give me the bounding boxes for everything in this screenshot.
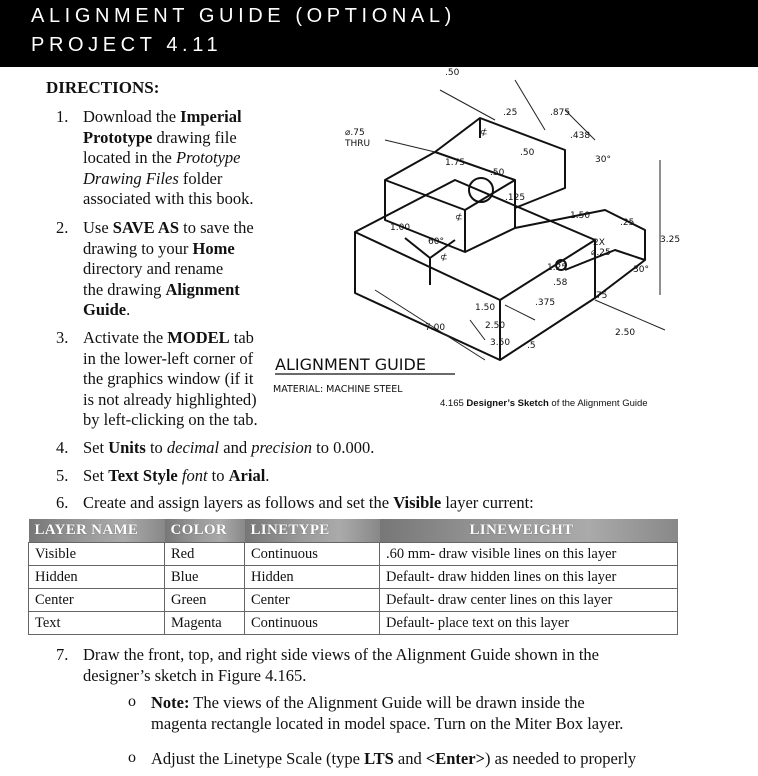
dim-label: .875 bbox=[550, 108, 571, 118]
dim-label: 1.50 bbox=[570, 211, 591, 221]
table-cell: Center bbox=[245, 589, 380, 612]
step-1-text: Download the Imperial Prototype drawing file located in the Prototype Drawing Files folder associated with this book. bbox=[83, 107, 254, 208]
dim-label: .58 bbox=[553, 278, 568, 288]
sub-bullet-linetype: Adjust the Linetype Scale (type LTS and <Enter>) as needed to properly bbox=[151, 749, 637, 768]
table-row bbox=[29, 566, 678, 589]
step-6-text: Create and assign layers as follows and set the Visible layer current: bbox=[83, 493, 534, 512]
dim-label: 30° bbox=[595, 155, 611, 165]
dim-label: .50 bbox=[445, 68, 460, 78]
table-row bbox=[29, 589, 678, 612]
table-row bbox=[29, 543, 678, 566]
dim-label: .50 bbox=[490, 168, 505, 178]
step-1-number: 1. bbox=[56, 107, 69, 126]
dim-label: .375 bbox=[535, 298, 556, 308]
dim-label: .438 bbox=[570, 131, 591, 141]
dim-label: 1.50 bbox=[475, 303, 496, 313]
table-cell: Text bbox=[29, 612, 165, 635]
header-project: PROJECT 4.11 bbox=[31, 34, 223, 56]
dim-label: .75 bbox=[593, 291, 608, 301]
table-cell: .60 mm- draw visible lines on this layer bbox=[380, 543, 678, 566]
dim-label: .50 bbox=[520, 148, 535, 158]
dim-label: .25 bbox=[620, 218, 635, 228]
page-header bbox=[0, 0, 758, 67]
step-7-number: 7. bbox=[56, 645, 69, 664]
dim-label: 2.50 bbox=[615, 328, 636, 338]
centerline-mark: ⊄ bbox=[455, 213, 463, 223]
dim-label: 7.00 bbox=[425, 323, 446, 333]
table-cell: Green bbox=[165, 589, 245, 612]
sub-bullet-marker: o bbox=[128, 749, 136, 766]
column-header: LINETYPE bbox=[245, 519, 380, 543]
table-cell: Continuous bbox=[245, 543, 380, 566]
dim-label: 2.50 bbox=[485, 321, 506, 331]
table-cell: Red bbox=[165, 543, 245, 566]
table-cell: Magenta bbox=[165, 612, 245, 635]
dim-label: .5 bbox=[527, 341, 536, 351]
dim-label: ⌀.75 bbox=[345, 128, 365, 138]
figure-caption: 4.165 Designer’s Sketch of the Alignment Guide bbox=[440, 398, 648, 409]
sub-bullet-note: Note: The views of the Alignment Guide will be drawn inside the magenta rectangle located in model space. Turn on the Miter Box layer. bbox=[151, 693, 624, 733]
table-cell: Default- draw hidden lines on this layer bbox=[380, 566, 678, 589]
header-title: ALIGNMENT GUIDE (OPTIONAL) bbox=[31, 5, 456, 27]
sub-bullet-marker: o bbox=[128, 693, 136, 710]
dim-label: 3.25 bbox=[660, 235, 681, 245]
table-cell: Continuous bbox=[245, 612, 380, 635]
dim-label: 3.50 bbox=[490, 338, 511, 348]
table-header-row bbox=[29, 519, 678, 543]
alignment-guide-sketch bbox=[265, 60, 695, 420]
dim-label: 1.00 bbox=[390, 223, 411, 233]
step-5-text: Set Text Style font to Arial. bbox=[83, 466, 270, 485]
column-header: COLOR bbox=[165, 519, 245, 543]
dim-label: THRU bbox=[345, 139, 371, 149]
sketch-material: MATERIAL: MACHINE STEEL bbox=[273, 384, 403, 395]
table-cell: Visible bbox=[29, 543, 165, 566]
dim-label: 30° bbox=[633, 265, 649, 275]
column-header: LINEWEIGHT bbox=[380, 519, 678, 543]
sketch-title: ALIGNMENT GUIDE bbox=[275, 355, 426, 374]
step-5-number: 5. bbox=[56, 466, 69, 485]
step-4-number: 4. bbox=[56, 438, 69, 457]
dim-label: ⌀.25 bbox=[591, 248, 611, 258]
centerline-mark: ⊄ bbox=[440, 253, 448, 263]
table-cell: Default- place text on this layer bbox=[380, 612, 678, 635]
table-cell: Center bbox=[29, 589, 165, 612]
dim-label: 60° bbox=[428, 237, 444, 247]
step-6-number: 6. bbox=[56, 493, 69, 512]
table-cell: Default- draw center lines on this layer bbox=[380, 589, 678, 612]
dim-label: .25 bbox=[503, 108, 518, 118]
column-header: LAYER NAME bbox=[29, 519, 165, 543]
table-cell: Hidden bbox=[245, 566, 380, 589]
table-cell: Blue bbox=[165, 566, 245, 589]
step-2-text: Use SAVE AS to save the drawing to your Home directory and rename the drawing Alignment Guide. bbox=[83, 218, 254, 319]
step-3-number: 3. bbox=[56, 328, 69, 347]
table-cell: Hidden bbox=[29, 566, 165, 589]
table-row bbox=[29, 612, 678, 635]
centerline-mark: ⊄ bbox=[480, 128, 488, 138]
step-7-text: Draw the front, top, and right side views of the Alignment Guide shown in the designer’s sketch in Figure 4.165. bbox=[83, 645, 599, 685]
step-4-text: Set Units to decimal and precision to 0.000. bbox=[83, 438, 375, 457]
dim-label: 1.25 bbox=[547, 263, 568, 273]
dim-label: 1.75 bbox=[445, 158, 466, 168]
step-3-text: Activate the MODEL tab in the lower-left corner of the graphics window (if it is not already highlighted) by left-clicking on the tab. bbox=[83, 328, 258, 429]
dim-label: .125 bbox=[505, 193, 526, 203]
directions-title: DIRECTIONS: bbox=[46, 78, 160, 97]
step-2-number: 2. bbox=[56, 218, 69, 237]
layers-table bbox=[28, 519, 678, 635]
dim-label: 2X bbox=[593, 238, 605, 248]
